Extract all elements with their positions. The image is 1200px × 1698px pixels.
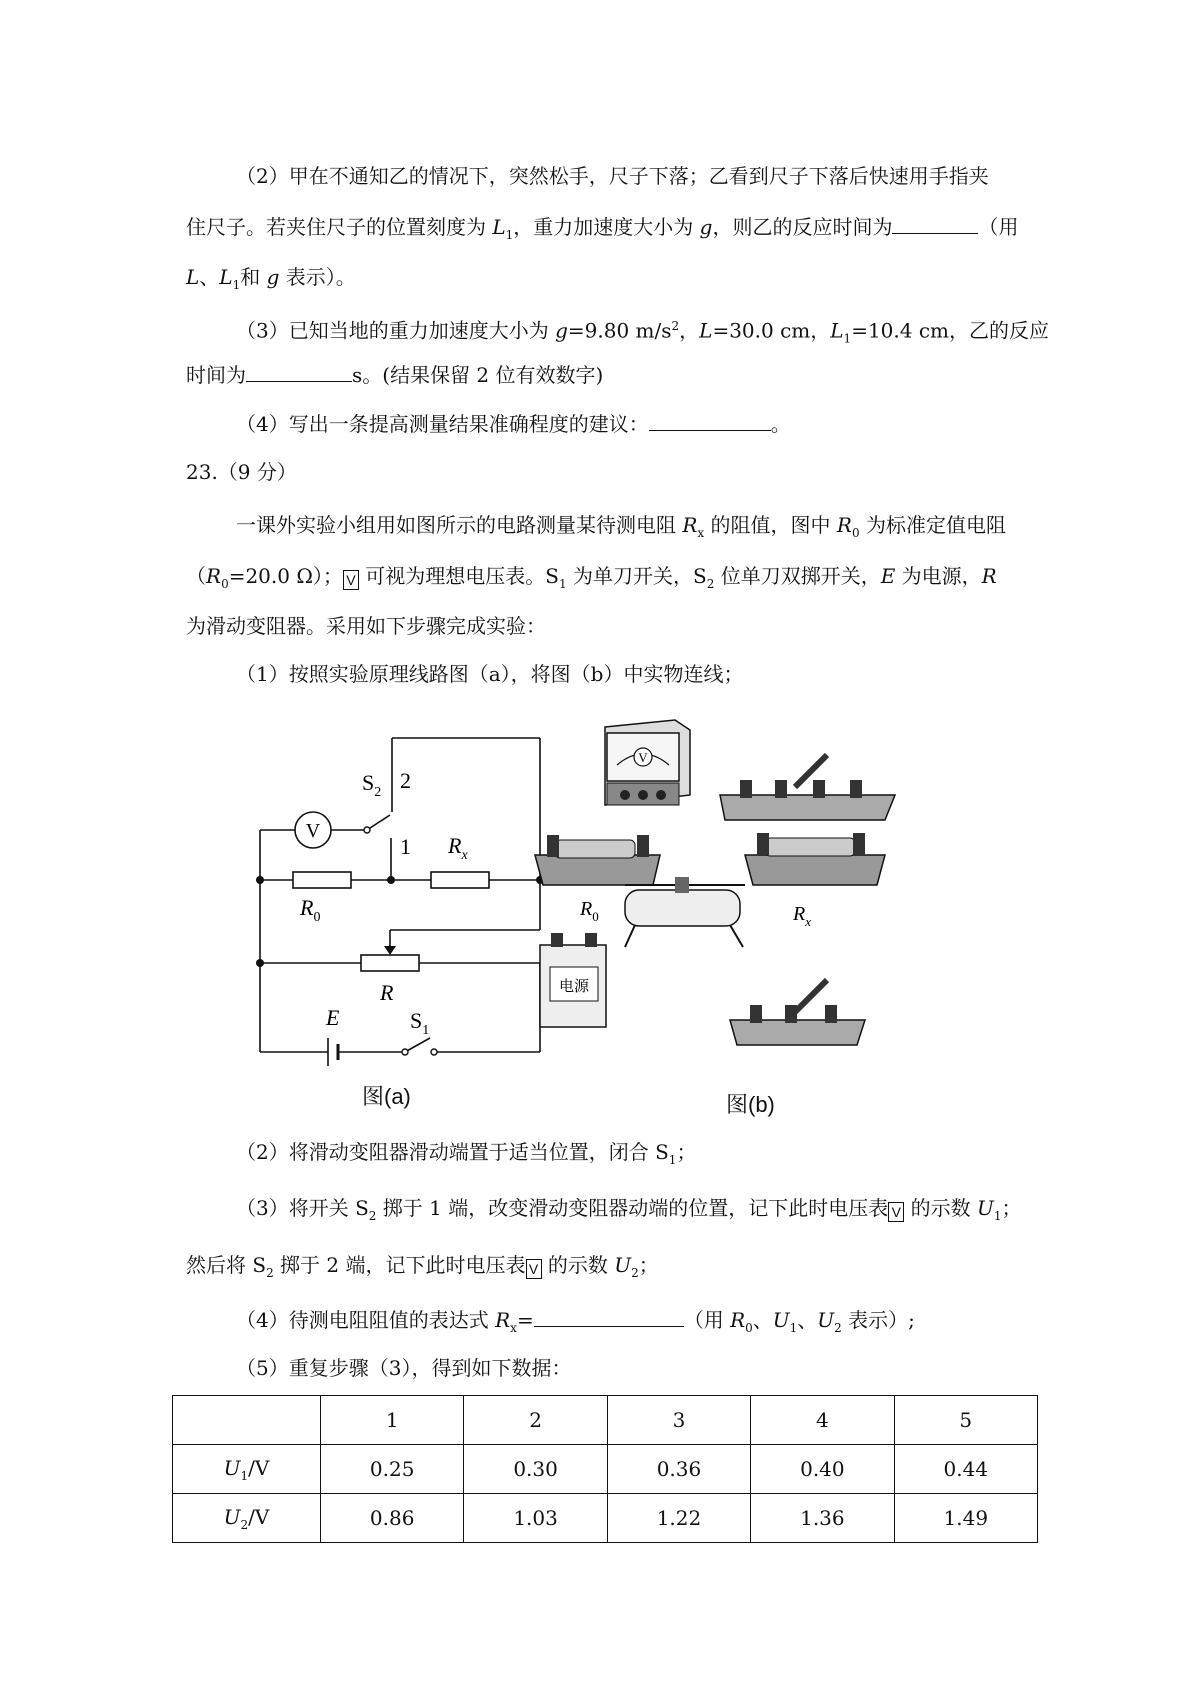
answer-blank[interactable]: [892, 215, 978, 234]
table-cell: 1.22: [607, 1494, 750, 1543]
s2-position-1-label: 1: [400, 834, 411, 859]
q23-step4: （4）待测电阻阻值的表达式 $R_x=$ （用 $R_0$、$U_1$、$U_2$ 表示）;: [236, 1308, 915, 1335]
s1-label: $S_1$: [410, 1008, 430, 1038]
r-label: R: [380, 980, 394, 1005]
power-source-label: 电源: [558, 977, 590, 995]
table-cell: 1.03: [464, 1494, 607, 1543]
e-label: E: [326, 1005, 340, 1030]
table-cell: 0.44: [894, 1445, 1037, 1494]
table-header-cell: 5: [894, 1396, 1037, 1445]
answer-blank[interactable]: [534, 1308, 684, 1327]
apparatus-illustration: [558, 715, 985, 1090]
table-cell: 0.25: [321, 1445, 464, 1494]
voltmeter-symbol: V: [526, 1259, 542, 1279]
voltmeter-symbol: V: [343, 570, 359, 590]
s2-position-2-label: 2: [400, 768, 411, 793]
answer-blank[interactable]: [649, 412, 771, 431]
r0-label: $R_0$: [300, 895, 321, 925]
r0-device-label: $R_0$: [580, 898, 599, 924]
r0-resistor-board-icon: [535, 835, 660, 885]
table-row: [173, 1445, 1038, 1494]
table-cell: 0.30: [464, 1445, 607, 1494]
table-header-cell: 4: [751, 1396, 894, 1445]
voltmeter-device-icon: [605, 720, 690, 805]
p2-line2: 住尺子。若夹住尺子的位置刻度为 $L_1$，重力加速度大小为 g，则乙的反应时间为 （用: [186, 215, 1019, 242]
voltmeter-label: V: [305, 820, 321, 842]
answer-blank[interactable]: [246, 363, 352, 382]
p2-line1: （2）甲在不通知乙的情况下，突然松手，尺子下落；乙看到尺子下落后快速用手指夹: [236, 164, 989, 188]
table-cell: 0.36: [607, 1445, 750, 1494]
data-table: [172, 1395, 1038, 1543]
row-label: $U_1/V$: [173, 1445, 321, 1494]
circuit-diagram: [250, 730, 550, 1115]
q23-step5: （5）重复步骤（3），得到如下数据：: [236, 1356, 572, 1380]
p3-line2: 时间为 s。(结果保留 2 位有效数字): [186, 363, 604, 387]
s2-label: $S_2$: [362, 770, 382, 800]
table-header-cell: 1: [321, 1396, 464, 1445]
table-header-row: [173, 1396, 1038, 1445]
q23-intro-line2: （$R_0=20.0$ Ω）； V 可视为理想电压表。$S_1$ 为单刀开关，$S_2$ 位单刀双掷开关，E 为电源，R: [186, 564, 997, 591]
p4-line1: （4）写出一条提高测量结果准确程度的建议： 。: [236, 412, 791, 436]
q23-step2: （2）将滑动变阻器滑动端置于适当位置，闭合 $S_1$；: [236, 1140, 697, 1167]
table-cell: 0.86: [321, 1494, 464, 1543]
svg-text:V: V: [638, 750, 648, 765]
row-label: $U_2/V$: [173, 1494, 321, 1543]
rheostat-icon: [625, 877, 745, 947]
table-cell: 1.36: [751, 1494, 894, 1543]
q23-step3-line2: 然后将 $S_2$ 掷于 2 端，记下此时电压表 V 的示数 $U_2$；: [186, 1253, 659, 1280]
table-header-cell: [173, 1396, 321, 1445]
q23-intro-line1: 一课外实验小组用如图所示的电路测量某待测电阻 $R_x$ 的阻值，图中 $R_0$ 为标准定值电阻: [236, 513, 1006, 540]
p2-line3: L、$L_1$和 g 表示）。: [186, 265, 356, 292]
q23-step1: （1）按照实验原理线路图（a），将图（b）中实物连线；: [236, 662, 744, 686]
table-header-cell: 3: [607, 1396, 750, 1445]
rx-device-label: $R_x$: [793, 903, 811, 929]
rx-label: $R_x$: [448, 833, 468, 863]
single-pole-switch-icon: [730, 980, 865, 1045]
figure-b-caption: 图(b): [726, 1092, 775, 1117]
p3-line1: （3）已知当地的重力加速度大小为 g=9.80 $m/s^2$，L=30.0 cm，$L_1=10.4$ cm，乙的反应: [236, 318, 1049, 346]
voltmeter-symbol: V: [888, 1202, 904, 1222]
table-header-cell: 2: [464, 1396, 607, 1445]
table-cell: 0.40: [751, 1445, 894, 1494]
rx-resistor-board-icon: [745, 833, 885, 885]
figure-a-caption: 图(a): [362, 1084, 411, 1109]
table-cell: 1.49: [894, 1494, 1037, 1543]
question-23-heading: 23.（9 分）: [186, 460, 297, 484]
table-row: [173, 1494, 1038, 1543]
single-pole-switch-icon: [720, 755, 895, 820]
q23-step3-line1: （3）将开关 $S_2$ 掷于 1 端，改变滑动变阻器动端的位置，记下此时电压表 V 的示数 $U_1$；: [236, 1196, 1022, 1223]
q23-intro-line3: 为滑动变阻器。采用如下步骤完成实验：: [186, 614, 546, 638]
